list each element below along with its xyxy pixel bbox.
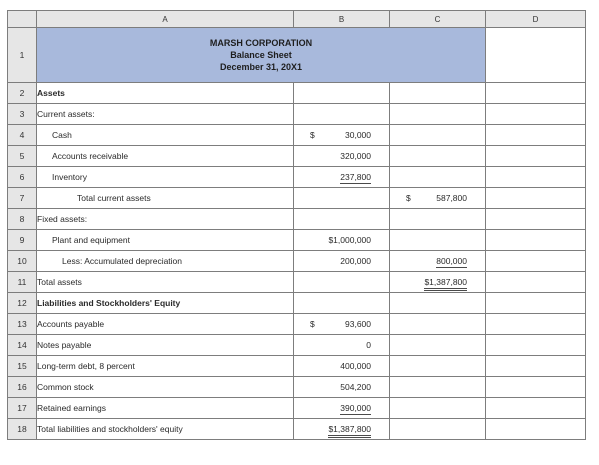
cell-value: $1,387,800 xyxy=(328,424,371,438)
company-name: MARSH CORPORATION xyxy=(209,38,313,48)
cell-c[interactable] xyxy=(390,356,486,377)
table-row xyxy=(8,104,586,125)
row-number[interactable]: 13 xyxy=(8,314,37,335)
cell-value: 400,000 xyxy=(340,361,371,371)
cell-d[interactable] xyxy=(486,167,586,188)
currency-symbol: $ xyxy=(310,319,315,329)
row-number[interactable]: 2 xyxy=(8,83,37,104)
statement-name: Balance Sheet xyxy=(230,50,292,60)
cell-c[interactable] xyxy=(390,419,486,440)
cell-c[interactable] xyxy=(390,230,486,251)
table-row xyxy=(8,125,586,146)
cell-b[interactable] xyxy=(294,314,390,335)
title-row xyxy=(8,28,586,83)
column-header-a[interactable]: A xyxy=(37,11,294,28)
row-number[interactable]: 18 xyxy=(8,419,37,440)
cell-c[interactable] xyxy=(390,188,486,209)
table-row xyxy=(8,293,586,314)
cell-b[interactable] xyxy=(294,125,390,146)
cell-a[interactable]: Long-term debt, 8 percent xyxy=(37,356,294,377)
cell-c[interactable] xyxy=(390,314,486,335)
row-number[interactable]: 15 xyxy=(8,356,37,377)
column-header-b[interactable]: B xyxy=(294,11,390,28)
row-number[interactable]: 3 xyxy=(8,104,37,125)
table-row xyxy=(8,146,586,167)
cell-d[interactable] xyxy=(486,356,586,377)
table-row xyxy=(8,398,586,419)
cell-b[interactable] xyxy=(294,419,390,440)
table-row xyxy=(8,314,586,335)
cell-value: 93,600 xyxy=(345,319,371,329)
cell-b[interactable] xyxy=(294,167,390,188)
table-row xyxy=(8,419,586,440)
cell-value: 0 xyxy=(366,340,371,350)
row-number[interactable]: 5 xyxy=(8,146,37,167)
cell-d[interactable] xyxy=(486,146,586,167)
cell-c[interactable] xyxy=(390,398,486,419)
cell-b[interactable] xyxy=(294,209,390,230)
cell-b[interactable] xyxy=(294,377,390,398)
cell-value: 200,000 xyxy=(340,256,371,266)
row-number[interactable]: 8 xyxy=(8,209,37,230)
cell-b[interactable] xyxy=(294,293,390,314)
cell-b[interactable] xyxy=(294,335,390,356)
cell-b[interactable] xyxy=(294,251,390,272)
cell-a[interactable]: Accounts payable xyxy=(37,314,294,335)
cell-c[interactable] xyxy=(390,167,486,188)
row-number[interactable]: 4 xyxy=(8,125,37,146)
column-header-c[interactable]: C xyxy=(390,11,486,28)
cell-a[interactable]: Total current assets xyxy=(37,188,294,209)
cell-c[interactable] xyxy=(390,146,486,167)
row-number[interactable]: 14 xyxy=(8,335,37,356)
cell-b[interactable] xyxy=(294,230,390,251)
cell-b[interactable] xyxy=(294,83,390,104)
cell-a[interactable]: Retained earnings xyxy=(37,398,294,419)
currency-symbol: $ xyxy=(406,193,411,203)
cell-value: 800,000 xyxy=(436,256,467,266)
cell-c[interactable] xyxy=(390,125,486,146)
cell-value: 30,000 xyxy=(345,130,371,140)
cell-c[interactable] xyxy=(390,209,486,230)
cell-a[interactable]: Fixed assets: xyxy=(37,209,294,230)
cell-b[interactable] xyxy=(294,356,390,377)
table-row xyxy=(8,335,586,356)
cell-a[interactable]: Inventory xyxy=(37,167,294,188)
cell-b[interactable] xyxy=(294,272,390,293)
column-header-row xyxy=(8,11,586,28)
row-number[interactable]: 1 xyxy=(8,28,37,83)
cell-a[interactable]: Current assets: xyxy=(37,104,294,125)
cell-d[interactable] xyxy=(486,293,586,314)
cell-d[interactable] xyxy=(486,377,586,398)
cell-value: 587,800 xyxy=(436,193,467,203)
cell-c[interactable] xyxy=(390,335,486,356)
cell-d[interactable] xyxy=(486,209,586,230)
cell-value: $1,000,000 xyxy=(328,235,371,245)
row-number[interactable]: 10 xyxy=(8,251,37,272)
cell-d[interactable] xyxy=(486,272,586,293)
cell-b[interactable] xyxy=(294,188,390,209)
spreadsheet xyxy=(7,10,585,457)
cell-d[interactable] xyxy=(486,335,586,356)
cell-a[interactable]: Assets xyxy=(37,83,294,104)
cell-c[interactable] xyxy=(390,293,486,314)
cell-d[interactable] xyxy=(486,125,586,146)
spreadsheet-grid xyxy=(7,10,586,440)
cell-value: $1,387,800 xyxy=(424,277,467,291)
cell-c[interactable] xyxy=(390,104,486,125)
cell-a[interactable]: Plant and equipment xyxy=(37,230,294,251)
cell-a[interactable]: Total assets xyxy=(37,272,294,293)
cell-b[interactable] xyxy=(294,398,390,419)
row-number[interactable]: 9 xyxy=(8,230,37,251)
cell-c[interactable] xyxy=(390,272,486,293)
table-row xyxy=(8,356,586,377)
table-row xyxy=(8,209,586,230)
cell-value: 320,000 xyxy=(340,151,371,161)
table-row xyxy=(8,83,586,104)
row-number[interactable]: 11 xyxy=(8,272,37,293)
cell-d[interactable] xyxy=(486,398,586,419)
cell-a[interactable]: Liabilities and Stockholders' Equity xyxy=(37,293,294,314)
table-row xyxy=(8,251,586,272)
table-row xyxy=(8,377,586,398)
cell-d[interactable] xyxy=(486,83,586,104)
cell-a[interactable]: Less: Accumulated depreciation xyxy=(37,251,294,272)
row-number[interactable]: 16 xyxy=(8,377,37,398)
table-row xyxy=(8,188,586,209)
cell-d[interactable] xyxy=(486,251,586,272)
cell-b[interactable] xyxy=(294,104,390,125)
row-number[interactable]: 17 xyxy=(8,398,37,419)
report-title-cell[interactable] xyxy=(37,28,486,83)
cell-c[interactable] xyxy=(390,377,486,398)
statement-date: December 31, 20X1 xyxy=(219,62,303,72)
cell-a[interactable]: Accounts receivable xyxy=(37,146,294,167)
cell-d[interactable] xyxy=(486,104,586,125)
row-number[interactable]: 6 xyxy=(8,167,37,188)
cell-a[interactable]: Common stock xyxy=(37,377,294,398)
table-row xyxy=(8,272,586,293)
row-number[interactable]: 12 xyxy=(8,293,37,314)
cell-value: 237,800 xyxy=(340,172,371,182)
cell-a[interactable]: Total liabilities and stockholders' equity xyxy=(37,419,294,440)
cell-c[interactable] xyxy=(390,83,486,104)
select-all-corner[interactable] xyxy=(8,11,37,28)
cell-d[interactable] xyxy=(486,28,586,83)
table-row xyxy=(8,230,586,251)
cell-a[interactable]: Notes payable xyxy=(37,335,294,356)
cell-d[interactable] xyxy=(486,188,586,209)
cell-d[interactable] xyxy=(486,314,586,335)
currency-symbol: $ xyxy=(310,130,315,140)
column-header-d[interactable]: D xyxy=(486,11,586,28)
cell-a[interactable]: Cash xyxy=(37,125,294,146)
cell-d[interactable] xyxy=(486,419,586,440)
cell-c[interactable] xyxy=(390,251,486,272)
cell-d[interactable] xyxy=(486,230,586,251)
cell-value: 504,200 xyxy=(340,382,371,392)
cell-value: 390,000 xyxy=(340,403,371,413)
cell-b[interactable] xyxy=(294,146,390,167)
row-number[interactable]: 7 xyxy=(8,188,37,209)
table-row xyxy=(8,167,586,188)
